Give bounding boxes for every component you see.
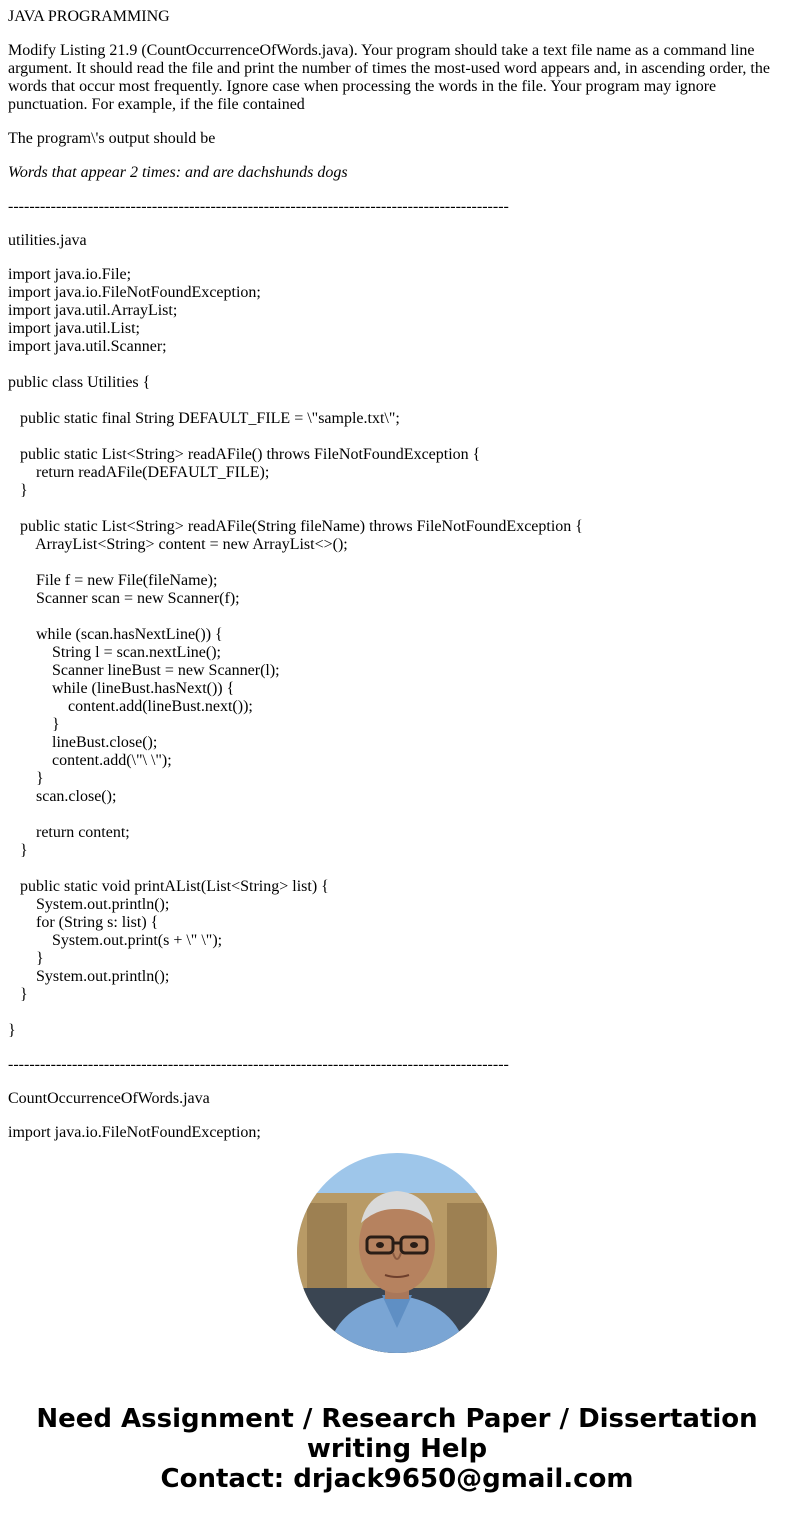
file1-code-line: public static final String DEFAULT_FILE = \"sample.txt\";: [8, 410, 400, 427]
file1-code-line: }: [8, 986, 28, 1003]
example-output: Words that appear 2 times: and are dachshunds dogs: [8, 164, 348, 181]
separator-1: ----------------------------------------------------------------------------------------------: [8, 198, 509, 215]
file1-code-line: [8, 806, 786, 824]
file1-code-line: while (lineBust.hasNext()) {: [8, 680, 235, 697]
file1-code-line: scan.close();: [8, 788, 117, 805]
file1-code-line: import java.util.ArrayList;: [8, 302, 178, 319]
file1-code-block: [8, 266, 786, 1040]
file2-name: CountOccurrenceOfWords.java: [8, 1090, 210, 1107]
file1-code-line: for (String s: list) {: [8, 914, 159, 931]
promo-line-2: writing Help: [306, 1434, 488, 1464]
file2-code-line: import java.io.FileNotFoundException;: [8, 1124, 261, 1141]
file1-code-line: import java.util.List;: [8, 320, 140, 337]
file1-code-line: [8, 500, 786, 518]
file1-code-line: content.add(\"\ \");: [8, 752, 172, 769]
file1-code-line: public static List<String> readAFile(String fileName) throws FileNotFoundException {: [8, 518, 583, 535]
file1-code-line: lineBust.close();: [8, 734, 158, 751]
file1-code-line: return content;: [8, 824, 130, 841]
file1-code-line: [8, 428, 786, 446]
author-portrait: [297, 1153, 497, 1353]
file1-code-line: [8, 554, 786, 572]
file1-code-line: [8, 392, 786, 410]
output-intro: The program\'s output should be: [8, 130, 216, 147]
file1-code-line: import java.util.Scanner;: [8, 338, 167, 355]
document-content: [8, 8, 786, 1158]
document-title: JAVA PROGRAMMING: [8, 8, 170, 25]
promo-line-1: Need Assignment / Research Paper / Dissertation: [36, 1404, 758, 1434]
file1-code-line: [8, 608, 786, 626]
file1-code-line: }: [8, 770, 44, 787]
file1-code-line: return readAFile(DEFAULT_FILE);: [8, 464, 270, 481]
file1-code-line: Scanner lineBust = new Scanner(l);: [8, 662, 280, 679]
file1-code-line: [8, 860, 786, 878]
file2-code-block: [8, 1124, 786, 1142]
promo-contact: Contact: drjack9650@gmail.com: [160, 1464, 634, 1494]
portrait-image: [297, 1153, 497, 1353]
file1-code-line: }: [8, 716, 60, 733]
file1-code-line: }: [8, 1022, 16, 1039]
file1-code-line: public static List<String> readAFile() throws FileNotFoundException {: [8, 446, 481, 463]
promo-banner: [0, 1404, 794, 1494]
file1-code-line: String l = scan.nextLine();: [8, 644, 221, 661]
file1-code-line: content.add(lineBust.next());: [8, 698, 253, 715]
file1-code-line: Scanner scan = new Scanner(f);: [8, 590, 240, 607]
file1-code-line: System.out.print(s + \" \");: [8, 932, 223, 949]
file1-code-line: import java.io.FileNotFoundException;: [8, 284, 261, 301]
file1-code-line: }: [8, 950, 44, 967]
file1-code-line: public static void printAList(List<String> list) {: [8, 878, 329, 895]
file1-code-line: public class Utilities {: [8, 374, 151, 391]
assignment-description: Modify Listing 21.9 (CountOccurrenceOfWords.java). Your program should take a text file name as a command line argument. It should read the file and print the number of times the most-used word appears and, in ascending order, the words that occur most frequently. Ignore case when processing the words in the file. Your program may ignore punctuation. For example, if the file contained: [8, 42, 770, 113]
file1-code-line: }: [8, 482, 28, 499]
separator-2: ----------------------------------------------------------------------------------------------: [8, 1056, 509, 1073]
file1-code-line: [8, 1004, 786, 1022]
file1-code-line: [8, 356, 786, 374]
file1-name: utilities.java: [8, 232, 87, 249]
file1-code-line: File f = new File(fileName);: [8, 572, 218, 589]
file1-code-line: import java.io.File;: [8, 266, 132, 283]
file1-code-line: while (scan.hasNextLine()) {: [8, 626, 223, 643]
file1-code-line: System.out.println();: [8, 896, 170, 913]
file1-code-line: ArrayList<String> content = new ArrayList<>();: [8, 536, 348, 553]
file1-code-line: }: [8, 842, 28, 859]
file1-code-line: System.out.println();: [8, 968, 170, 985]
